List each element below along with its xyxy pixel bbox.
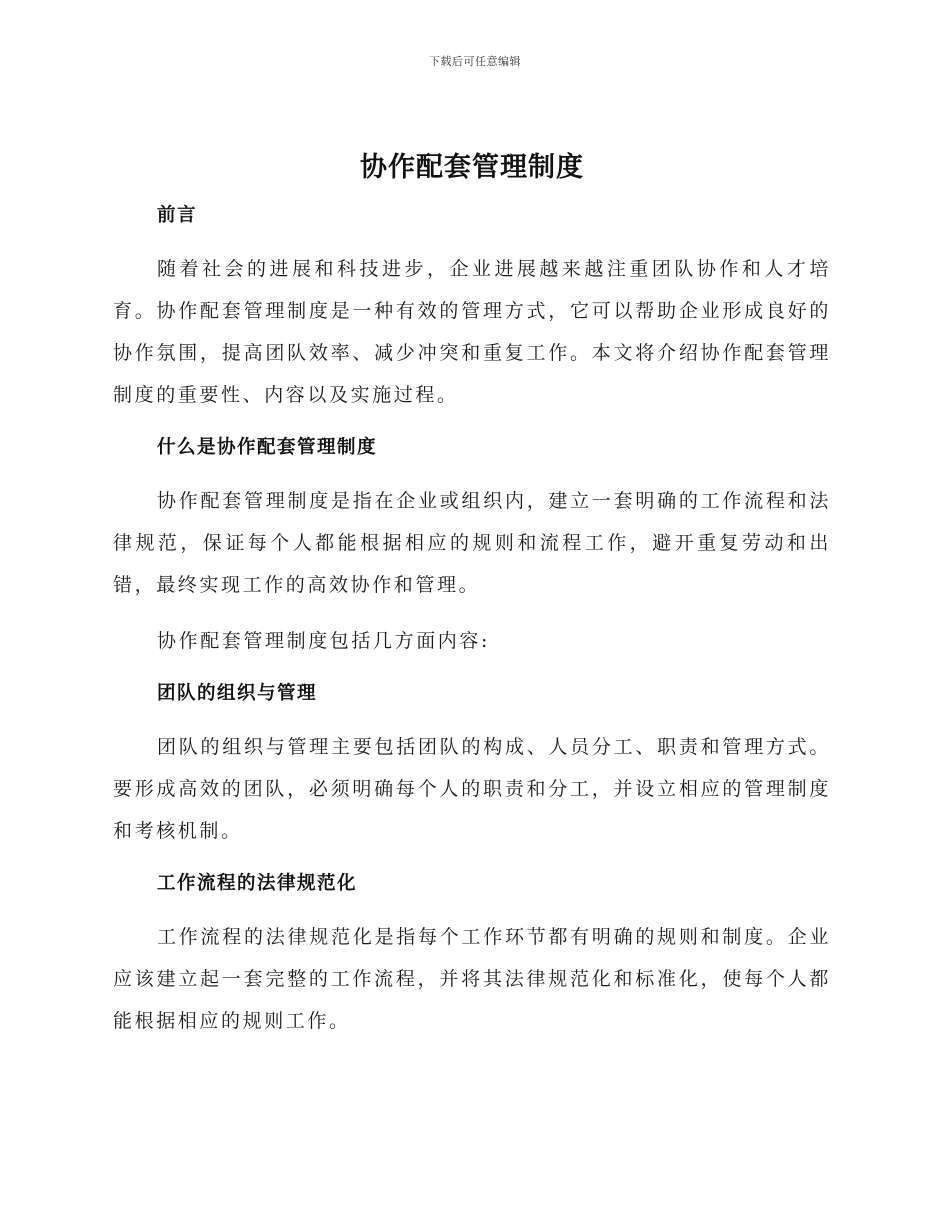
section-heading: 什么是协作配套管理制度 bbox=[157, 437, 378, 458]
paragraph: 协作配套管理制度是指在企业或组织内，建立一套明确的工作流程和法律规范，保证每个人都能根据相应的规则和流程工作，避开重复劳动和出错，最终实现工作的高效协作和管理。 bbox=[113, 490, 831, 596]
paragraph: 团队的组织与管理主要包括团队的构成、人员分工、职责和管理方式。要形成高效的团队，必须明确每个人的职责和分工，并设立相应的管理制度和考核机制。 bbox=[113, 736, 831, 842]
paragraph: 协作配套管理制度包括几方面内容: bbox=[157, 630, 491, 652]
section-preface bbox=[113, 198, 831, 416]
section-heading: 工作流程的法律规范化 bbox=[157, 873, 358, 894]
page-header-note: 下载后可任意编辑 bbox=[429, 55, 521, 68]
section-heading: 前言 bbox=[157, 205, 198, 226]
section-team-organization bbox=[113, 676, 831, 852]
section-definition bbox=[113, 430, 831, 662]
paragraph: 随着社会的进展和科技进步，企业进展越来越注重团队协作和人才培育。协作配套管理制度是一种有效的管理方式，它可以帮助企业形成良好的协作氛围，提高团队效率、减少冲突和重复工作。本文将介绍协作配套管理制度的重要性、内容以及实施过程。 bbox=[113, 258, 831, 406]
document-title: 协作配套管理制度 bbox=[360, 152, 584, 183]
section-workflow-standardization bbox=[113, 866, 831, 1042]
document-body bbox=[113, 148, 831, 1056]
paragraph: 工作流程的法律规范化是指每个工作环节都有明确的规则和制度。企业应该建立起一套完整的工作流程，并将其法律规范化和标准化，使每个人都能根据相应的规则工作。 bbox=[113, 926, 831, 1032]
section-heading: 团队的组织与管理 bbox=[157, 683, 318, 704]
